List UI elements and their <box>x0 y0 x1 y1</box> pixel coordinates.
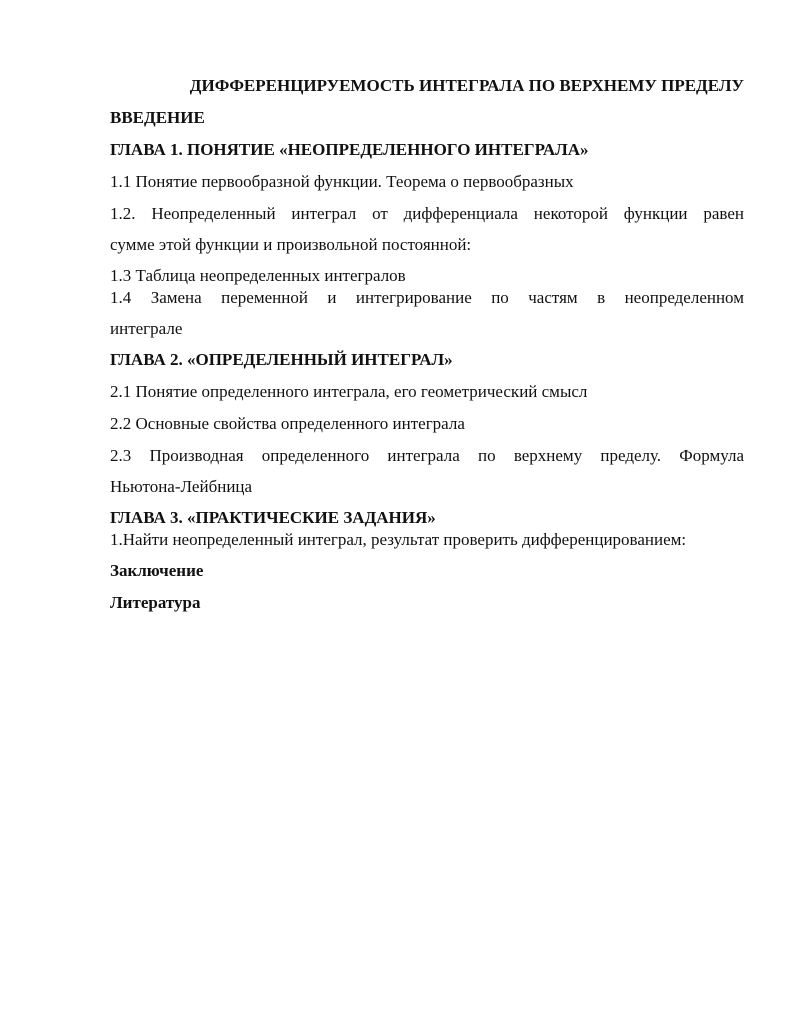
toc-item-1-4-text: 1.4 Замена переменной и интегрирование по частям в неопределенном <box>110 288 744 307</box>
toc-item-2-3-line1 <box>110 446 744 466</box>
toc-item-3-1: 1.Найти неопределенный интеграл, результат проверить дифференцированием: <box>110 530 687 549</box>
toc-item-2-3-line2: Ньютона-Лейбница <box>110 477 253 496</box>
toc-item-1-2-line2: сумме этой функции и произвольной постоянной: <box>110 235 472 254</box>
literature-heading: Литература <box>110 593 201 612</box>
toc-item-1-2-line1 <box>110 204 744 224</box>
document-title: ДИФФЕРЕНЦИРУЕМОСТЬ ИНТЕГРАЛА ПО ВЕРХНЕМУ ПРЕДЕЛУ <box>189 76 744 95</box>
chapter-2-heading: ГЛАВА 2. «ОПРЕДЕЛЕННЫЙ ИНТЕГРАЛ» <box>110 350 453 369</box>
intro-heading: ВВЕДЕНИЕ <box>110 108 205 127</box>
toc-item-1-4-line2: интеграле <box>110 319 183 338</box>
chapter-3-heading: ГЛАВА 3. «ПРАКТИЧЕСКИЕ ЗАДАНИЯ» <box>110 508 436 527</box>
chapter-1-heading: ГЛАВА 1. ПОНЯТИЕ «НЕОПРЕДЕЛЕННОГО ИНТЕГРАЛА» <box>110 140 589 159</box>
toc-item-1-4-line1 <box>110 288 744 308</box>
toc-item-1-3: 1.3 Таблица неопределенных интегралов <box>110 266 406 285</box>
toc-item-2-1: 2.1 Понятие определенного интеграла, его геометрический смысл <box>110 382 588 401</box>
toc-item-2-3-text: 2.3 Производная определенного интеграла по верхнему пределу. Формула <box>110 446 744 465</box>
toc-item-1-2-text: 1.2. Неопределенный интеграл от дифференциала некоторой функции равен <box>110 204 744 223</box>
toc-item-1-1: 1.1 Понятие первообразной функции. Теорема о первообразных <box>110 172 574 191</box>
conclusion-heading: Заключение <box>110 561 204 580</box>
toc-item-2-2: 2.2 Основные свойства определенного интеграла <box>110 414 465 433</box>
